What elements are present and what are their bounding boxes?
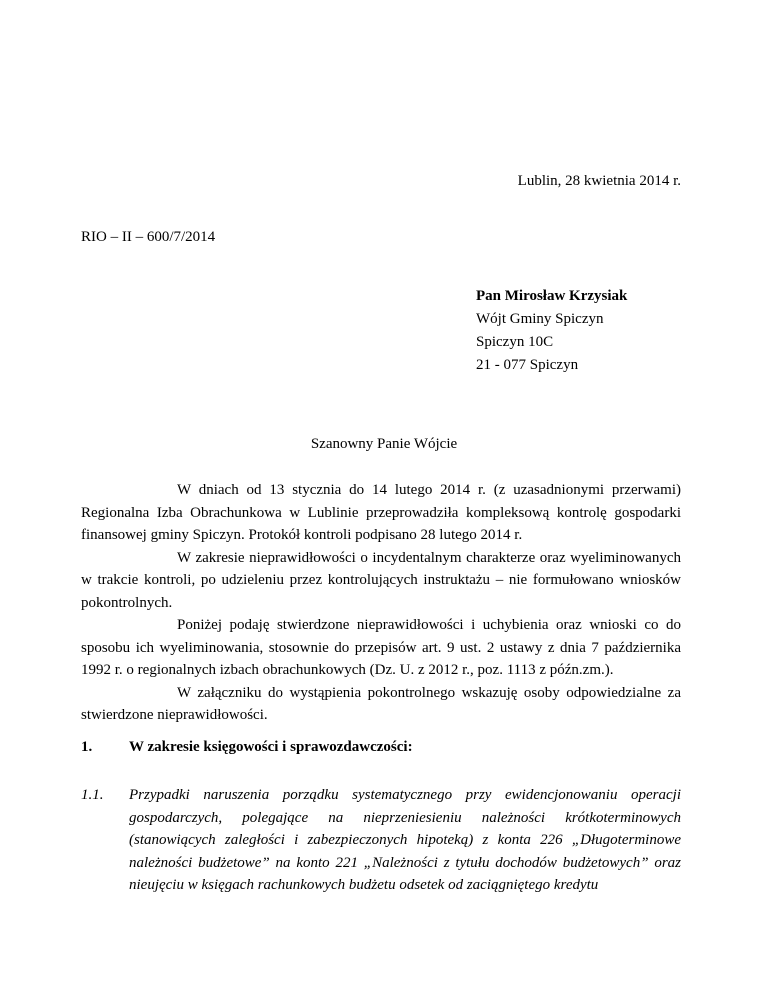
paragraph: W załączniku do wystąpienia pokontrolnego wskazuję osoby odpowiedzialne za stwierdzone nieprawidłowości. bbox=[81, 684, 681, 723]
addressee-city: 21 - 077 Spiczyn bbox=[476, 357, 579, 373]
letter-date: Lublin, 28 kwietnia 2014 r. bbox=[517, 173, 681, 189]
section-title: W zakresie księgowości i sprawozdawczości: bbox=[129, 739, 413, 755]
addressee-block bbox=[476, 285, 627, 377]
subsection-text: Przypadki naruszenia porządku systematycznego przy ewidencjonowaniu operacji gospodarczych, polegające na nieprzeniesieniu należności krótkoterminowych (stanowiących zaległości i zabezpieczonych hipoteką) z konta 226 „Długoterminowe należności budżetowe” na konto 221 „Należności z tytułu dochodów budżetowych” oraz nieujęciu w księgach rachunkowych budżetu odsetek od zaciągniętego kredytu bbox=[129, 787, 681, 893]
paragraph: Poniżej podaję stwierdzone nieprawidłowości i uchybienia oraz wnioski co do sposobu ich wyeliminowania, stosownie do przepisów art. 9 ust. 2 ustawy z dnia 7 października 1992 r. o regionalnych izbach obrachunkowych (Dz. U. z 2012 r., poz. 1113 z późn.zm.). bbox=[81, 617, 681, 678]
salutation: Szanowny Panie Wójcie bbox=[310, 436, 458, 452]
addressee-street: Spiczyn 10C bbox=[476, 334, 554, 350]
paragraph: W zakresie nieprawidłowości o incydentalnym charakterze oraz wyeliminowanych w trakcie kontroli, po udzieleniu przez kontrolujących instruktażu – nie formułowano wniosków pokontrolnych. bbox=[81, 549, 681, 611]
section-heading bbox=[81, 739, 413, 756]
paragraph: W dniach od 13 stycznia do 14 lutego 2014 r. (z uzasadnionymi przerwami) Regionalna Izba Obrachunkowa w Lublinie przeprowadziła kompleksową kontrolę gospodarki finansowej gminy Spiczyn. Protokół kontroli podpisano 28 lutego 2014 r. bbox=[81, 482, 681, 543]
letter-body bbox=[81, 479, 681, 727]
subsection-1-1 bbox=[81, 784, 681, 897]
addressee-name: Pan Mirosław Krzysiak bbox=[476, 288, 628, 304]
section-number: 1. bbox=[81, 739, 93, 755]
addressee-title: Wójt Gminy Spiczyn bbox=[476, 311, 604, 327]
reference-number: RIO – II – 600/7/2014 bbox=[81, 229, 216, 245]
subsection-number: 1.1. bbox=[81, 787, 104, 803]
